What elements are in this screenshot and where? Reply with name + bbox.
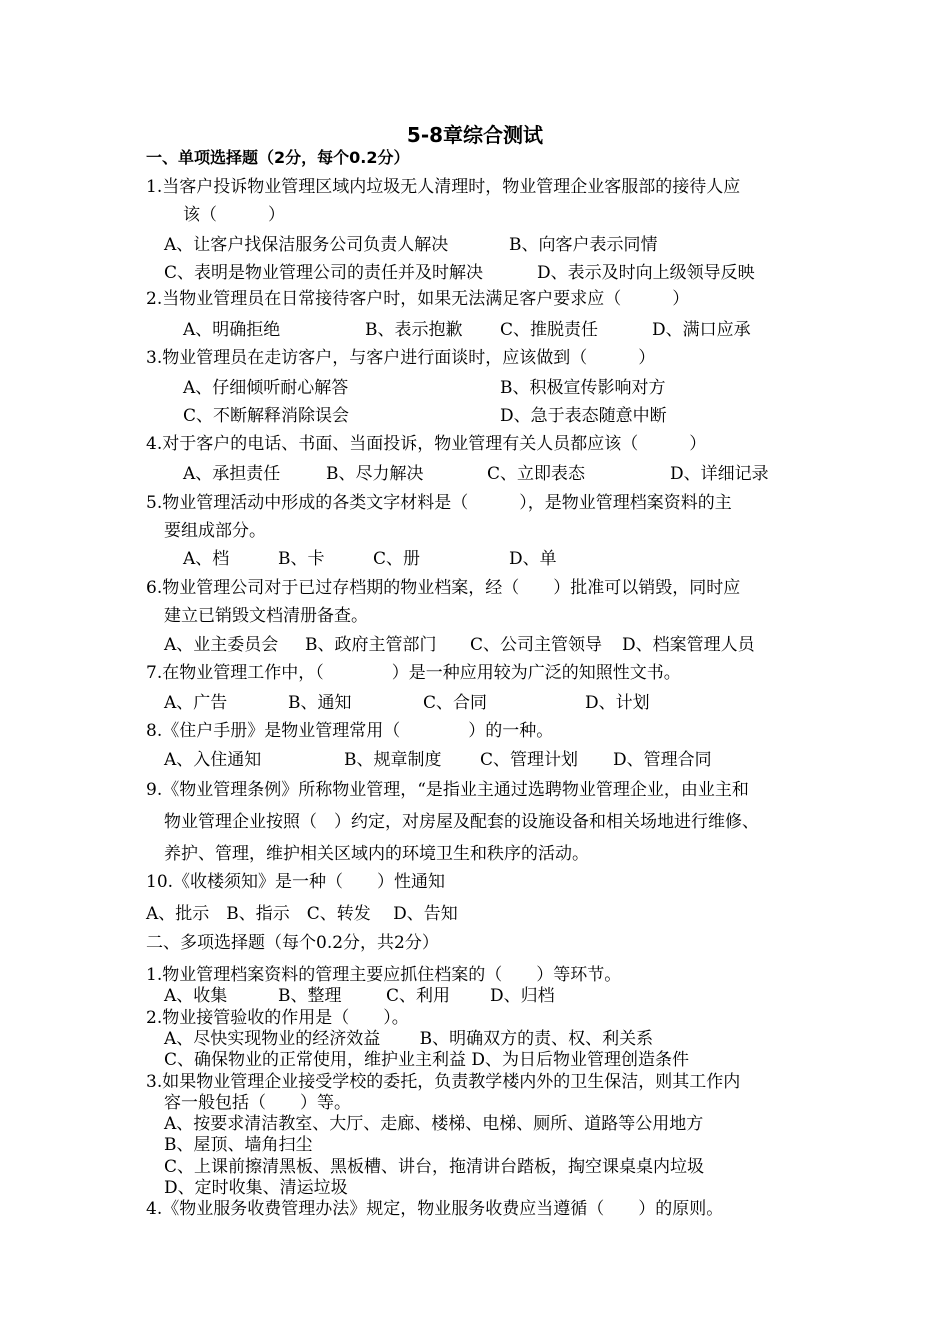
s1-q9-line2: 物业管理企业按照（ ）约定，对房屋及配套的设施设备和相关场地进行维修、: [164, 812, 759, 832]
s1-q1-line1: 1.当客户投诉物业管理区域内垃圾无人清理时，物业管理企业客服部的接待人应: [146, 177, 741, 197]
s2-q3-option-b: B、屋顶、墙角扫尘: [164, 1135, 313, 1155]
s2-q3-option-c: C、上课前擦清黑板、黑板槽、讲台，拖清讲台踏板，掏空课桌桌内垃圾: [164, 1157, 705, 1177]
s1-q1-option-c: C、表明是物业管理公司的责任并及时解决: [164, 263, 484, 283]
s2-q2-line1: 2.物业接管验收的作用是（ ）。: [146, 1008, 409, 1028]
s1-q5-option-b: B、卡: [278, 549, 325, 569]
section1-heading: 一、单项选择题（2分，每个0.2分）: [146, 148, 410, 167]
s1-q8-line1: 8.《住户手册》是物业管理常用（ ）的一种。: [146, 721, 554, 741]
s1-q6-option-c: C、公司主管领导: [470, 635, 603, 655]
s1-q5-option-a: A、档: [183, 549, 230, 569]
s1-q3-line1: 3.物业管理员在走访客户，与客户进行面谈时，应该做到（ ）: [146, 348, 656, 368]
s1-q3-option-a: A、仔细倾听耐心解答: [183, 378, 349, 398]
s1-q4-option-a: A、承担责任: [183, 464, 281, 484]
s1-q2-option-c: C、推脱责任: [500, 320, 599, 340]
s2-q1-line1: 1.物业管理档案资料的管理主要应抓住档案的（ ）等环节。: [146, 965, 622, 985]
s1-q1-line2: 该（ ）: [183, 205, 285, 225]
s1-q6-line1: 6.物业管理公司对于已过存档期的物业档案，经（ ）批准可以销毁，同时应: [146, 578, 741, 598]
s2-q1-option-d: D、归档: [490, 986, 555, 1006]
s2-q3-line2: 容一般包括（ ）等。: [164, 1093, 351, 1113]
s2-q3-option-d: D、定时收集、清运垃圾: [164, 1178, 348, 1198]
s1-q2-line1: 2.当物业管理员在日常接待客户时，如果无法满足客户要求应（ ）: [146, 289, 690, 309]
s1-q5-option-c: C、册: [373, 549, 421, 569]
s1-q7-line1: 7.在物业管理工作中，（ ）是一种应用较为广泛的知照性文书。: [146, 663, 681, 683]
s1-q6-line2: 建立已销毁文档清册备查。: [164, 606, 368, 626]
s1-q7-option-d: D、计划: [585, 693, 650, 713]
s1-q6-option-a: A、业主委员会: [164, 635, 279, 655]
s1-q8-option-d: D、管理合同: [613, 750, 712, 770]
s1-q1-option-a: A、让客户找保洁服务公司负责人解决: [164, 235, 449, 255]
s1-q4-option-c: C、立即表态: [487, 464, 586, 484]
s1-q4-option-b: B、尽力解决: [326, 464, 424, 484]
s1-q5-option-d: D、单: [509, 549, 557, 569]
s1-q2-option-d: D、满口应承: [652, 320, 751, 340]
s1-q10-line1: 10.《收楼须知》是一种（ ）性通知: [146, 872, 446, 892]
s1-q8-option-b: B、规章制度: [344, 750, 442, 770]
s2-q1-option-a: A、收集: [164, 986, 228, 1006]
s1-q5-line2: 要组成部分。: [164, 521, 266, 541]
s1-q6-option-d: D、档案管理人员: [622, 635, 755, 655]
s2-q4-line1: 4.《物业服务收费管理办法》规定，物业服务收费应当遵循（ ）的原则。: [146, 1199, 724, 1219]
s1-q1-option-d: D、表示及时向上级领导反映: [537, 263, 755, 283]
s2-q1-option-b: B、整理: [278, 986, 342, 1006]
s1-q3-option-d: D、急于表态随意中断: [500, 406, 667, 426]
s1-q2-option-a: A、明确拒绝: [183, 320, 281, 340]
s2-q3-line1: 3.如果物业管理企业接受学校的委托，负责教学楼内外的卫生保洁，则其工作内: [146, 1072, 741, 1092]
s1-q4-line1: 4.对于客户的电话、书面、当面投诉，物业管理有关人员都应该（ ）: [146, 434, 707, 454]
s1-q3-option-b: B、积极宣传影响对方: [500, 378, 666, 398]
s1-q8-option-a: A、入住通知: [164, 750, 262, 770]
s1-q3-option-c: C、不断解释消除误会: [183, 406, 350, 426]
s2-q2-options-cd: C、确保物业的正常使用，维护业主利益 D、为日后物业管理创造条件: [164, 1050, 690, 1070]
s1-q8-option-c: C、管理计划: [480, 750, 579, 770]
s1-q7-option-b: B、通知: [288, 693, 352, 713]
section2-heading: 二、多项选择题（每个0.2分，共2分）: [146, 933, 439, 953]
s2-q1-option-c: C、利用: [386, 986, 451, 1006]
s1-q5-line1: 5.物业管理活动中形成的各类文字材料是（ ），是物业管理档案资料的主: [146, 493, 732, 513]
s1-q6-option-b: B、政府主管部门: [305, 635, 437, 655]
s1-q9-line3: 养护、管理，维护相关区域内的环境卫生和秩序的活动。: [164, 844, 589, 864]
s2-q3-option-a: A、按要求清洁教室、大厅、走廊、楼梯、电梯、厕所、道路等公用地方: [164, 1114, 704, 1134]
s1-q7-option-a: A、广告: [164, 693, 228, 713]
s1-q4-option-d: D、详细记录: [670, 464, 769, 484]
s1-q1-option-b: B、向客户表示同情: [509, 235, 658, 255]
s2-q2-options-ab: A、尽快实现物业的经济效益 B、明确双方的责、权、利关系: [164, 1029, 654, 1049]
page-title: 5-8章综合测试: [406, 123, 544, 147]
s1-q10-options: A、批示 B、指示 C、转发 D、告知: [146, 904, 458, 924]
s1-q9-line1: 9.《物业管理条例》所称物业管理，“是指业主通过选聘物业管理企业，由业主和: [146, 780, 749, 800]
s1-q7-option-c: C、合同: [423, 693, 488, 713]
s1-q2-option-b: B、表示抱歉: [365, 320, 463, 340]
